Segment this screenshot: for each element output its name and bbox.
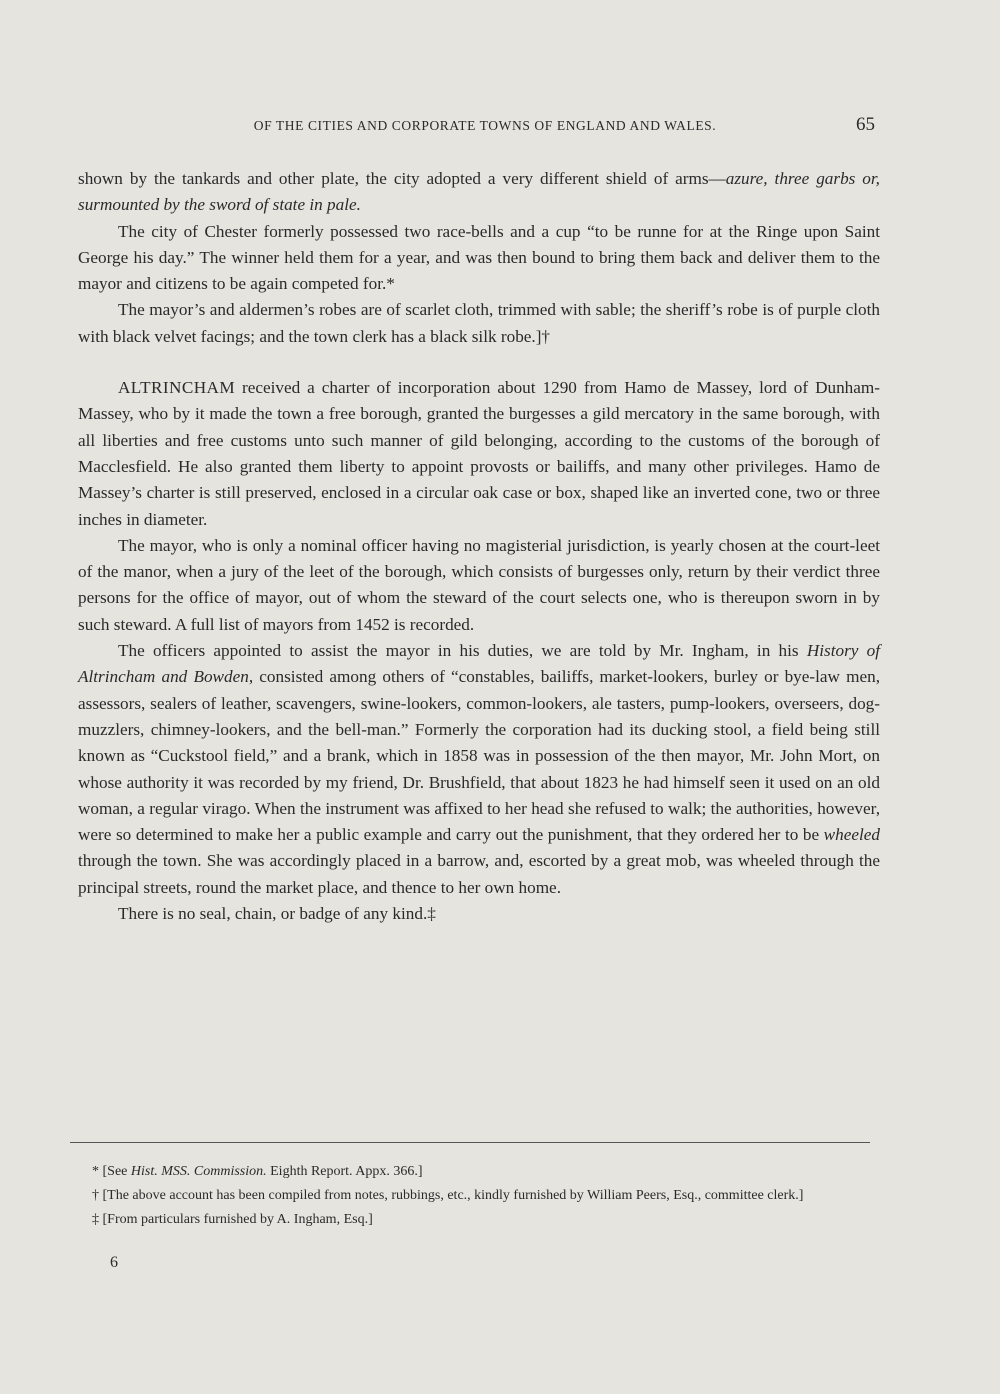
paragraph-race-bells: The city of Chester formerly possessed two race-bells and a cup “to be runne for at the Ringe upon Saint George his day.” The winner held them for a year, and was then bound to bring them back and deliver them to the mayor and citizens to be again competed for.* <box>78 221 880 294</box>
officers-text-b: , consisted among others of “constables, bailiffs, market-lookers, burley or bye-law men, assessors, sealers of leather, scavengers, swine-lookers, common-lookers, ale tasters, pump-lookers, overseers, dog-muzzlers, chimney-lookers, and the bell-man.” Formerly the corporation had its ducking stool, a field being still known as “Cuckstool field,” and a brank, which in 1858 was in possession of the then mayor, Mr. John Mort, on whose authority it was recorded by my friend, Dr. Brushfield, that about 1823 he had himself seen it used on an old woman, a regular virago. When the instrument was affixed to her head she refused to walk; the authorities, however, were so determined to make her a public example and carry out the punishment, that they ordered her to be <box>78 667 880 845</box>
body-text <box>78 166 880 927</box>
book-title-italic: History of Altrincham and Bowden <box>78 641 880 687</box>
blazon-italic: azure, three garbs or, surmounted by the sword of state in pale. <box>78 169 880 215</box>
footnote-rule <box>70 1142 870 1143</box>
footnote-3: ‡ [From particulars furnished by A. Ingham, Esq.] <box>92 1212 373 1227</box>
wheeled-italic: wheeled <box>823 825 880 845</box>
paragraph-officers <box>78 638 880 901</box>
paragraph-robes: The mayor’s and aldermen’s robes are of scarlet cloth, trimmed with sable; the sheriff’s robe is of purple cloth with black velvet facings; and the town clerk has a black silk robe.]† <box>78 300 880 346</box>
paragraph-chester-arms <box>78 166 880 219</box>
footnote-1 <box>70 1160 870 1184</box>
paragraph-altrincham-charter <box>78 375 880 533</box>
footnote-1-b: Eighth Report. Appx. 366.] <box>266 1164 423 1179</box>
page-number: 65 <box>856 114 875 135</box>
footnotes <box>70 1160 870 1232</box>
charter-text: received a charter of incorporation about 1290 from Hamo de Massey, lord of Dunham-Massey, who by it made the town a free borough, granted the burgesses a gild mercatory in the same borough, with all liberties and free customs unto such manner of gild belonging, according to the customs of the borough of Macclesfield. He also granted them liberty to appoint provosts or bailiffs, and many other privileges. Hamo de Massey’s charter is still preserved, enclosed in a circular oak case or box, shaped like an inverted cone, two or three inches in diameter. <box>78 378 880 529</box>
signature-mark: 6 <box>110 1254 118 1271</box>
paragraph-seal: There is no seal, chain, or badge of any kind.‡ <box>118 904 436 924</box>
footnote-1-a: * [See <box>92 1164 131 1179</box>
officers-text-c: through the town. She was accordingly placed in a barrow, and, escorted by a great mob, was wheeled through the principal streets, round the market place, and thence to her own home. <box>78 851 880 897</box>
officers-text-a: The officers appointed to assist the mayor in his duties, we are told by Mr. Ingham, in his <box>118 641 807 661</box>
paragraph-mayor-election: The mayor, who is only a nominal officer having no magisterial jurisdiction, is yearly chosen at the court-leet of the manor, when a jury of the leet of the borough, which consists of burgesses only, return by their verdict three persons for the office of mayor, out of whom the steward of the court selects one, who is thereupon sworn in by such steward. A full list of mayors from 1452 is recorded. <box>78 535 880 634</box>
arms-text: shown by the tankards and other plate, the city adopted a very different shield of arms— <box>78 169 726 188</box>
running-head: OF THE CITIES AND CORPORATE TOWNS OF ENGLAND AND WALES. <box>253 118 717 133</box>
town-name: ALTRINCHAM <box>118 378 236 398</box>
footnote-1-italic: Hist. MSS. Commission. <box>130 1164 267 1179</box>
footnote-2: † [The above account has been compiled from notes, rubbings, etc., kindly furnished by William Peers, Esq., committee clerk.] <box>92 1188 804 1203</box>
